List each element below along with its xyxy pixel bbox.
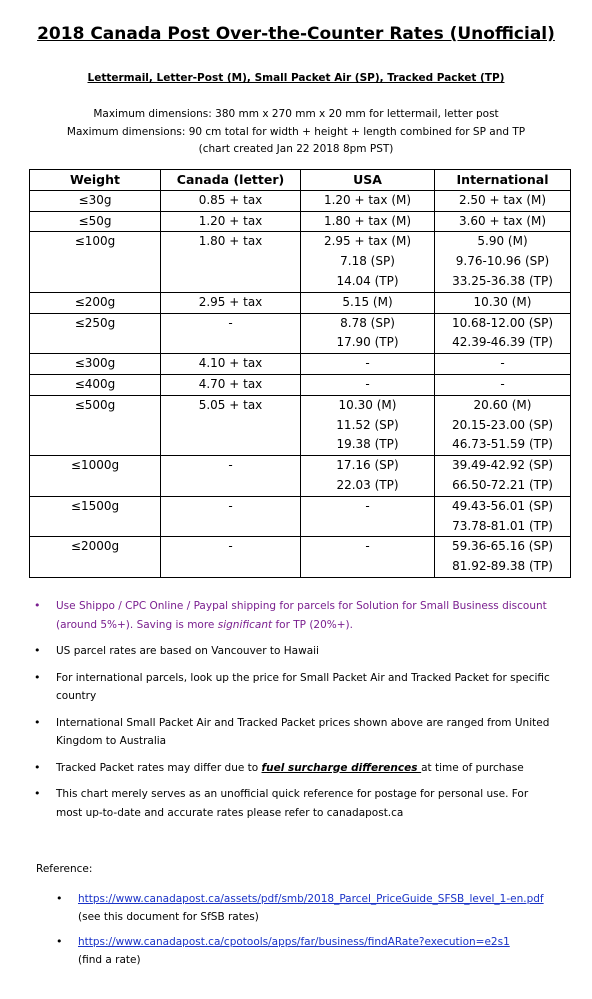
note-text: US parcel rates are based on Vancouver to Hawaii <box>56 645 319 657</box>
rate-value: 0.85 + tax <box>198 192 263 207</box>
cell-weight <box>30 496 161 537</box>
table-row <box>30 456 571 497</box>
page-title: 2018 Canada Post Over-the-Counter Rates (Unofficial) <box>37 24 555 44</box>
note-emphasis: significant <box>217 618 273 631</box>
table-row <box>30 292 571 313</box>
rate-value: 33.25-36.38 (TP) <box>452 273 553 288</box>
cell-canada <box>161 456 301 497</box>
reference-item <box>56 890 566 926</box>
cell-international <box>435 313 571 354</box>
rate-value: 4.10 + tax <box>198 356 263 371</box>
cell-canada <box>161 232 301 292</box>
rate-value: 11.52 (SP) <box>336 417 399 432</box>
note-text: Use Shippo / CPC Online / Paypal shipping for parcels for Solution for Small Business discount (around 5%+). Saving is more <box>56 600 547 631</box>
cell-canada <box>161 211 301 232</box>
info-line: Maximum dimensions: 380 mm x 270 mm x 20 mm for lettermail, letter post <box>93 108 499 120</box>
cell-usa <box>301 374 435 395</box>
weight-label: ≤1500g <box>70 498 120 513</box>
cell-weight <box>30 292 161 313</box>
rate-value: 14.04 (TP) <box>336 273 399 288</box>
rate-value: - <box>228 458 233 473</box>
rate-value: 66.50-72.21 (TP) <box>452 477 553 492</box>
rate-value: 3.60 + tax (M) <box>458 213 547 228</box>
rate-value: 5.15 (M) <box>342 294 393 309</box>
bullet-icon: • <box>34 715 41 729</box>
rate-value: 46.73-51.59 (TP) <box>452 437 553 452</box>
rate-value: 4.70 + tax <box>198 376 263 391</box>
rate-value: 8.78 (SP) <box>340 315 395 330</box>
cell-international <box>435 354 571 375</box>
note-text: at time of purchase <box>421 761 524 774</box>
rate-value: - <box>228 498 233 513</box>
table-row <box>30 232 571 292</box>
cell-weight <box>30 232 161 292</box>
rate-value: - <box>500 356 505 371</box>
reference-note: (see this document for SfSB rates) <box>78 911 259 923</box>
rate-value: 49.43-56.01 (SP) <box>451 498 554 513</box>
bullet-icon: • <box>34 644 41 657</box>
weight-label: ≤300g <box>74 356 116 371</box>
cell-international <box>435 395 571 455</box>
note-us-parcel <box>34 642 554 661</box>
cell-canada <box>161 374 301 395</box>
page-subtitle: Lettermail, Letter-Post (M), Small Packet Air (SP), Tracked Packet (TP) <box>87 72 505 84</box>
header-canada: Canada (letter) <box>161 170 301 191</box>
weight-label: ≤30g <box>78 192 112 207</box>
weight-label: ≤2000g <box>70 539 120 554</box>
header-international: International <box>435 170 571 191</box>
reference-list <box>56 890 566 976</box>
note-text: This chart merely serves as an unofficial quick reference for postage for personal use. For most up-to-date and accurate rates please refer to canadapost.ca <box>56 788 529 819</box>
table-header-row <box>30 170 571 191</box>
rate-value: 22.03 (TP) <box>336 477 399 492</box>
dimension-info <box>0 106 592 159</box>
cell-canada <box>161 354 301 375</box>
rate-value: 17.90 (TP) <box>336 335 399 350</box>
rate-value: 73.78-81.01 (TP) <box>452 518 553 533</box>
cell-canada <box>161 313 301 354</box>
notes-list <box>34 597 554 830</box>
table-row <box>30 313 571 354</box>
header-usa: USA <box>301 170 435 191</box>
cell-usa <box>301 537 435 578</box>
weight-label: ≤250g <box>74 315 116 330</box>
cell-canada <box>161 190 301 211</box>
note-intl-range <box>34 714 554 751</box>
rate-value: 20.15-23.00 (SP) <box>451 417 554 432</box>
cell-weight <box>30 313 161 354</box>
cell-usa <box>301 395 435 455</box>
rate-value: 1.80 + tax (M) <box>323 213 412 228</box>
weight-label: ≤200g <box>74 294 116 309</box>
rate-value: 42.39-46.39 (TP) <box>452 335 553 350</box>
rate-value: - <box>228 539 233 554</box>
weight-label: ≤400g <box>74 376 116 391</box>
rate-value: 5.90 (M) <box>477 234 528 249</box>
note-text: for TP (20%+). <box>272 618 353 631</box>
rate-value: 10.68-12.00 (SP) <box>451 315 554 330</box>
rate-value: 2.95 + tax (M) <box>323 234 412 249</box>
note-tracked <box>34 759 554 778</box>
rate-value: - <box>365 539 370 554</box>
rate-value: 2.95 + tax <box>198 294 263 309</box>
rate-value: 81.92-89.38 (TP) <box>452 559 553 574</box>
cell-usa <box>301 456 435 497</box>
cell-canada <box>161 496 301 537</box>
cell-weight <box>30 354 161 375</box>
cell-canada <box>161 395 301 455</box>
rate-value: - <box>365 376 370 391</box>
bullet-icon: • <box>34 599 41 612</box>
header-weight: Weight <box>30 170 161 191</box>
cell-usa <box>301 211 435 232</box>
cell-international <box>435 496 571 537</box>
rates-table <box>29 169 571 578</box>
rate-value: 7.18 (SP) <box>340 254 395 269</box>
cell-international <box>435 232 571 292</box>
rate-value: 9.76-10.96 (SP) <box>455 254 550 269</box>
table-row <box>30 537 571 578</box>
weight-label: ≤1000g <box>70 458 120 473</box>
cell-international <box>435 190 571 211</box>
weight-label: ≤100g <box>74 234 116 249</box>
note-text: For international parcels, look up the price for Small Packet Air and Tracked Packet for specific country <box>56 671 550 702</box>
note-disclaimer <box>34 785 554 822</box>
rate-value: 5.05 + tax <box>198 397 263 412</box>
cell-international <box>435 374 571 395</box>
cell-international <box>435 537 571 578</box>
rate-value: 1.20 + tax (M) <box>323 192 412 207</box>
cell-canada <box>161 537 301 578</box>
cell-international <box>435 456 571 497</box>
cell-usa <box>301 496 435 537</box>
note-emphasis: fuel surcharge differences <box>261 761 422 774</box>
rate-value: - <box>228 315 233 330</box>
rate-value: 2.50 + tax (M) <box>458 192 547 207</box>
cell-weight <box>30 374 161 395</box>
cell-international <box>435 211 571 232</box>
note-intl-parcels <box>34 669 554 706</box>
rate-value: 10.30 (M) <box>338 397 397 412</box>
bullet-icon: • <box>34 670 41 684</box>
rate-value: 59.36-65.16 (SP) <box>451 539 554 554</box>
note-text: Tracked Packet rates may differ due to <box>56 761 262 774</box>
table-row <box>30 211 571 232</box>
note-text: International Small Packet Air and Tracked Packet prices shown above are ranged from United Kingdom to Australia <box>56 716 550 747</box>
cell-canada <box>161 292 301 313</box>
cell-usa <box>301 313 435 354</box>
rate-value: 17.16 (SP) <box>336 458 399 473</box>
cell-international <box>435 292 571 313</box>
cell-usa <box>301 354 435 375</box>
cell-weight <box>30 456 161 497</box>
reference-note: (find a rate) <box>78 954 141 966</box>
weight-label: ≤500g <box>74 397 116 412</box>
rate-value: 1.20 + tax <box>198 213 263 228</box>
rate-value: 20.60 (M) <box>473 397 532 412</box>
bullet-icon: • <box>34 787 41 800</box>
rate-value: - <box>365 356 370 371</box>
reference-label: Reference: <box>36 863 93 875</box>
cell-weight <box>30 190 161 211</box>
table-row <box>30 374 571 395</box>
cell-weight <box>30 211 161 232</box>
cell-usa <box>301 190 435 211</box>
rate-value: 1.80 + tax <box>198 234 263 249</box>
reference-link-price-guide[interactable]: https://www.canadapost.ca/assets/pdf/smb/2018_Parcel_PriceGuide_SFSB_level_1-en.pdf <box>78 893 544 905</box>
rate-value: - <box>500 376 505 391</box>
info-line: (chart created Jan 22 2018 8pm PST) <box>198 143 394 155</box>
table-row <box>30 496 571 537</box>
bullet-icon: • <box>56 892 63 905</box>
note-shippo <box>34 597 554 634</box>
reference-item <box>56 933 566 969</box>
bullet-icon: • <box>34 760 41 774</box>
rate-value: 19.38 (TP) <box>336 437 399 452</box>
cell-weight <box>30 537 161 578</box>
table-row <box>30 190 571 211</box>
cell-usa <box>301 292 435 313</box>
weight-label: ≤50g <box>78 213 112 228</box>
cell-weight <box>30 395 161 455</box>
bullet-icon: • <box>56 935 63 948</box>
rate-value: 39.49-42.92 (SP) <box>451 458 554 473</box>
info-line: Maximum dimensions: 90 cm total for width + height + length combined for SP and TP <box>66 125 526 138</box>
table-row <box>30 395 571 455</box>
rate-value: 10.30 (M) <box>473 294 532 309</box>
cell-usa <box>301 232 435 292</box>
rate-value: - <box>365 498 370 513</box>
reference-link-find-rate[interactable]: https://www.canadapost.ca/cpotools/apps/far/business/findARate?execution=e2s1 <box>78 936 510 948</box>
table-row <box>30 354 571 375</box>
